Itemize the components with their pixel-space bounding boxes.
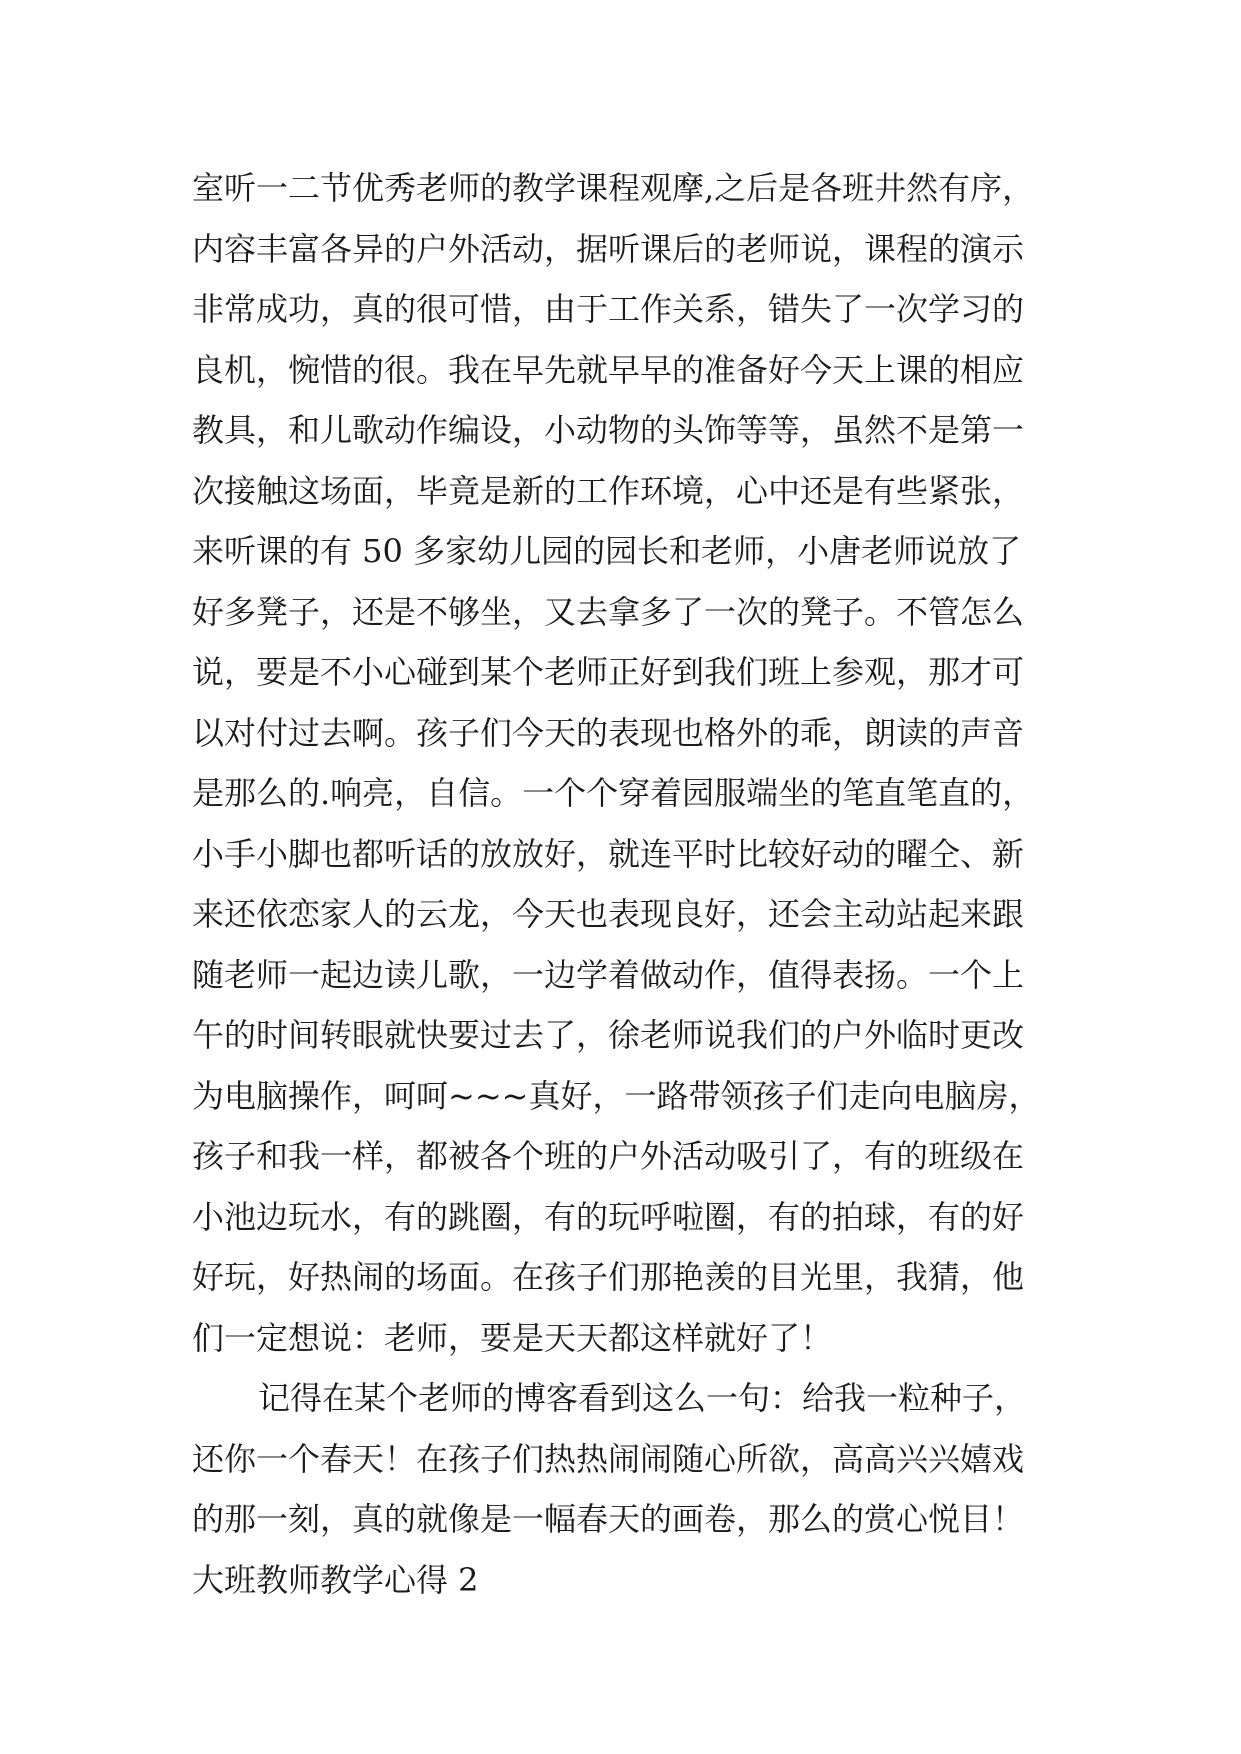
paragraph-line: 以对付过去啊。孩子们今天的表现也格外的乖，朗读的声音 [192,713,1025,752]
paragraph-line: 室听一二节优秀老师的教学课程观摩,之后是各班井然有序， [192,169,1035,207]
paragraph-line: 非常成功，真的很可惜，由于工作关系，错失了一次学习的 [192,290,1025,328]
paragraph-line: 小手小脚也都听话的放放好，就连平时比较好动的曜仝、新 [192,834,1025,873]
paragraph-line: 良机，惋惜的很。我在早先就早早的准备好今天上课的相应 [192,350,1025,389]
paragraph-line: 随老师一起边读儿歌，一边学着做动作，值得表扬。一个上 [192,955,1025,994]
paragraph-line: 还你一个春天！在孩子们热热闹闹随心所欲，高高兴兴嬉戏 [192,1439,1025,1478]
paragraph-line: 的那一刻，真的就像是一幅春天的画卷，那么的赏心悦目！ [192,1500,1025,1538]
paragraph-line: 好多凳子，还是不够坐，又去拿多了一次的凳子。不管怎么 [192,592,1025,631]
paragraph-line: 次接触这场面，毕竟是新的工作环境，心中还是有些紧张， [192,471,1025,510]
paragraph-line: 是那么的.响亮，自信。一个个穿着园服端坐的笔直笔直的， [192,774,1035,812]
paragraph-line: 内容丰富各异的户外活动，据听课后的老师说，课程的演示 [192,229,1025,268]
paragraph-line: 为电脑操作，呵呵~~~真好，一路带领孩子们走向电脑房， [192,1076,1041,1115]
paragraph-line: 说，要是不小心碰到某个老师正好到我们班上参观，那才可 [192,653,1025,691]
document-body [192,158,1092,1610]
paragraph-line: 来听课的有 50 多家幼儿园的园长和老师，小唐老师说放了 [192,532,1022,570]
paragraph-line: 午的时间转眼就快要过去了，徐老师说我们的户外临时更改 [192,1016,1025,1054]
paragraph-line: 教具，和儿歌动作编设，小动物的头饰等等，虽然不是第一 [192,411,1025,449]
section-heading: 大班教师教学心得 2 [192,1560,479,1599]
paragraph-line: 孩子和我一样，都被各个班的户外活动吸引了，有的班级在 [192,1137,1025,1175]
paragraph-line: 好玩，好热闹的场面。在孩子们那艳羡的目光里，我猜，他 [192,1258,1025,1296]
paragraph-line: 来还依恋家人的云龙，今天也表现良好，还会主动站起来跟 [192,895,1025,933]
paragraph-line-indented: 记得在某个老师的博客看到这么一句：给我一粒种子， [258,1379,1027,1417]
paragraph-line: 们一定想说：老师，要是天天都这样就好了！ [192,1318,833,1357]
paragraph-line: 小池边玩水，有的跳圈，有的玩呼啦圈，有的拍球，有的好 [192,1197,1025,1236]
